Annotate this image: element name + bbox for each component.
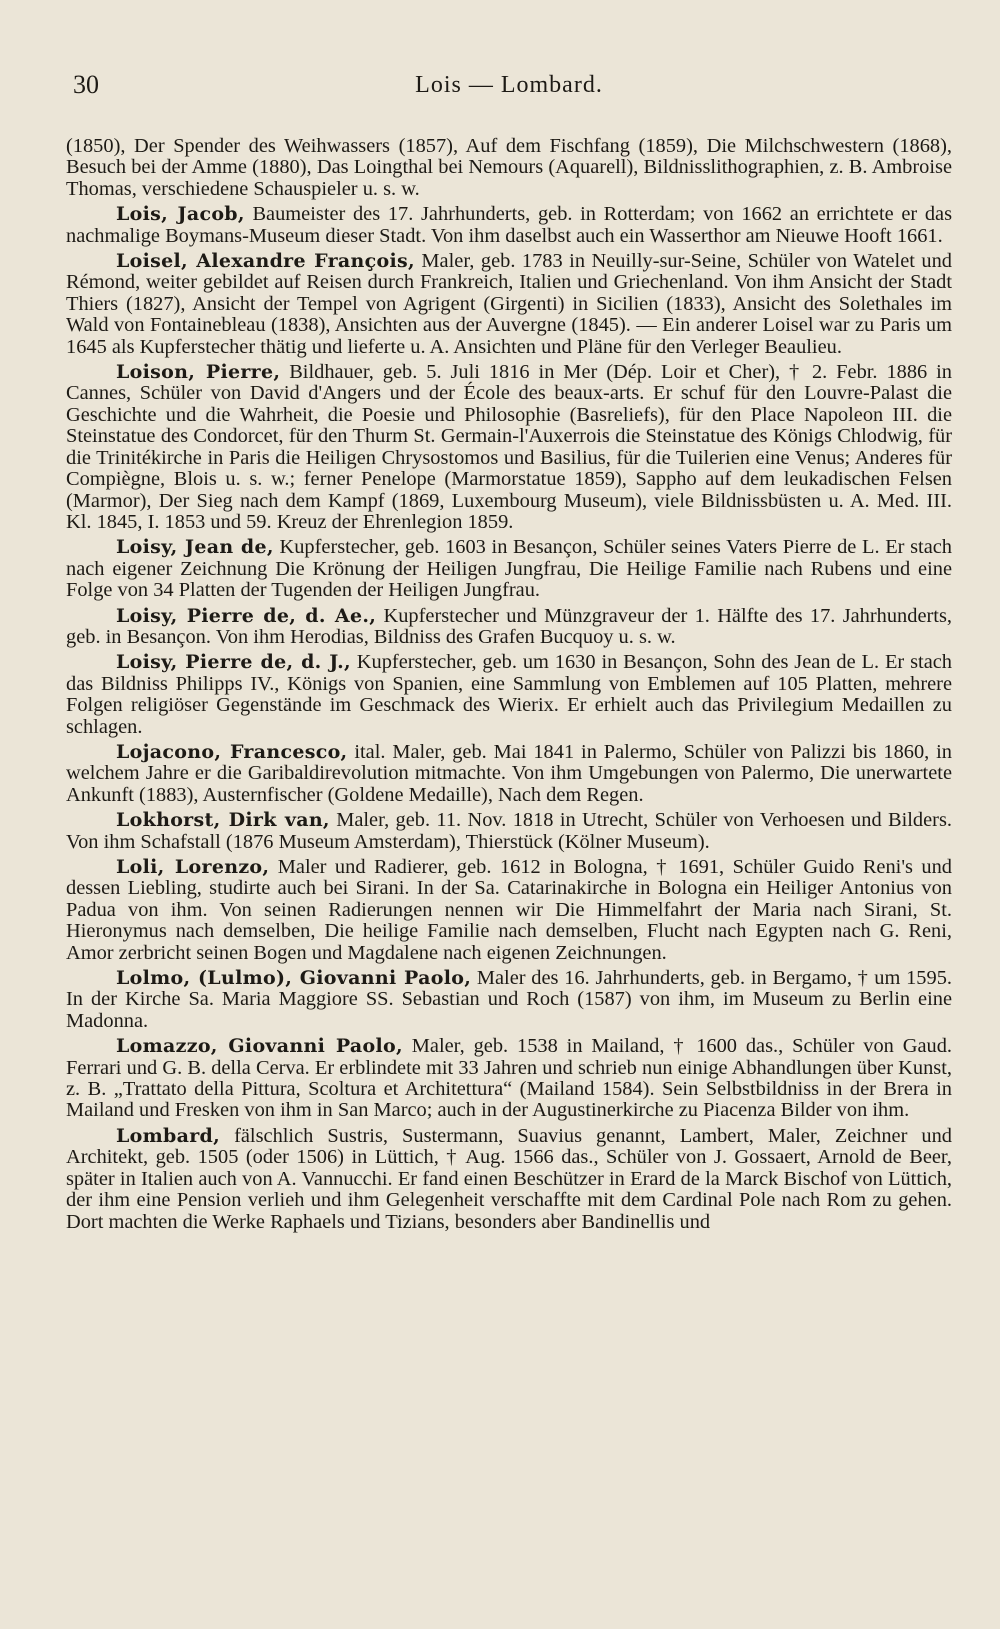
entry-lois-jacob [66,204,952,247]
entry-text: (1850), Der Spender des Weihwassers (1857), Auf dem Fischfang (1859), Die Milchschwestern (1868), Besuch bei der Amme (1880), Das Loingthal bei Nemours (Aquarell), Bildnisslithographien, z. B. Ambroise Thomas, verschiedene Schauspieler u. s. w. [66,135,952,200]
entry-loli [66,857,952,964]
entry-lombard [66,1126,952,1233]
dictionary-text [66,136,952,1233]
entry-loisy-pierre-ae [66,606,952,649]
entry-lomazzo [66,1036,952,1122]
entry-loisy-jean [66,537,952,601]
entry-text: Baumeister des 17. Jahrhunderts, geb. in Rotterdam; von 1662 an errichtete er das nachmalige Boymans-Museum dieser Stadt. Von ihm daselbst auch ein Wasserthor am Nieuwe Hooft 1661. [66,203,953,247]
entry-text: Maler, geb. 1783 in Neuilly-sur-Seine, Schüler von Watelet und Rémond, weiter gebildet auf Reisen durch Frankreich, Italien und Griechenland. Von ihm Ansicht der Stadt Thiers (1827), Ansicht der Tempel von Agrigent (Girgenti) in Sicilien (1833), Ansicht des Solethales im Wald von Fontainebleau (1838), Ansichten aus der Auvergne (1845). — Ein anderer Loisel war zu Paris um 1645 als Kupferstecher thätig und lieferte u. A. Ansichten und Pläne für den Verleger Beaulieu. [66,250,952,358]
entry-lojacono [66,742,952,806]
entry-head: Loli, Lorenzo, [116,856,270,878]
entry-loison [66,362,952,533]
entry-head: Loison, Pierre, [116,361,281,384]
entry-lokhorst [66,810,952,853]
entry-text: Kupferstecher und Münzgraveur der 1. Hälfte des 17. Jahrhunderts, geb. in Besançon. Von ihm Herodias, Bildniss des Grafen Bucquoy u. s. w. [66,604,952,648]
entry-text: Maler des 16. Jahrhunderts, geb. in Bergamo, † um 1595. In der Kirche Sa. Maria Maggiore SS. Sebastian und Roch (1587) von ihm, im Museum zu Berlin eine Madonna. [66,967,952,1032]
entry-text: fälschlich Sustris, Sustermann, Suavius genannt, Lambert, Maler, Zeichner und Architekt, geb. 1505 (oder 1506) in Lüttich, † Aug. 1566 das., Schüler von J. Gossaert, Arnold de Beer, später in Italien auch von A. Vannucchi. Er fand einen Beschützer in Erard de la Marck Bischof von Lüttich, der ihm eine Pension verlieh und ihm Gelegenheit verschaffte mit dem Cardinal Pole nach Rom zu gehen. Dort machten die Werke Raphaels und Tizians, besonders aber Bandinellis und [66,1124,952,1233]
running-head: Lois — Lombard. [415,72,603,98]
entry-head: Loisy, Jean de, [116,536,274,559]
page-header [66,70,952,110]
entry-text: Maler, geb. 1538 in Mailand, † 1600 das., Schüler von Gaud. Ferrari und G. B. della Cerva. Er erblindete mit 33 Jahren und schrieb nun einige Abhandlungen über Kunst, z. B. „Trattato della Pittura, Scoltura et Architettura“ (Mailand 1584). Sein Selbstbildniss in der Brera in Mailand und Fresken von ihm in San Marco; auch in der Augustinerkirche zu Piacenza Bilder von ihm. [66,1035,953,1122]
entry-text: Kupferstecher, geb. um 1630 in Besançon, Sohn des Jean de L. Er stach das Bildniss Philipps IV., Königs von Spanien, eine Sammlung von Emblemen auf 105 Platten, mehrere Folgen religiöser Gegenstände im Geschmack des Wierix. Er erhielt auch das Privilegium Medaillen zu schlagen. [66,651,952,738]
entry-text: ital. Maler, geb. Mai 1841 in Palermo, Schüler von Palizzi bis 1860, in welchem Jahre er die Garibaldirevolution mitmachte. Von ihm Umgebungen von Palermo, Die unerwartete Ankunft (1883), Austernfischer (Goldene Medaille), Nach dem Regen. [66,740,952,806]
entry-text: Maler, geb. 11. Nov. 1818 in Utrecht, Schüler von Verhoesen und Bilders. Von ihm Schafstall (1876 Museum Amsterdam), Thierstück (Kölner Museum). [66,809,952,853]
entry-head: Loisy, Pierre de, d. Ae., [116,604,377,627]
entry-loisel [66,251,952,358]
entry-text: Bildhauer, geb. 5. Juli 1816 in Mer (Dép. Loir et Cher), † 2. Febr. 1886 in Cannes, Schüler von David d'Angers und der École des beaux-arts. Er schuf für den Louvre-Palast die Geschichte und die Wahrheit, die Poesie und Philosophie (Basreliefs), für den Place Napoleon III. die Steinstatue des Condorcet, für den Thurm St. Germain-l'Auxerrois die Steinstatue des Königs Chlodwig, für die Trinitékirche in Paris die Heiligen Chrysostomos und Basilius, für die Tuilerien eine Venus; Anderes für Compiègne, Blois u. s. w.; ferner Penelope (Marmorstatue 1859), Sappho auf dem leukadischen Felsen (Marmor), Der Sieg nach dem Kampf (1869, Luxembourg Museum), viele Bildnissbüsten u. A. Med. III. Kl. 1845, I. 1853 und 59. Kreuz der Ehrenlegion 1859. [66,361,952,533]
entry-head: Lojacono, Francesco, [116,740,348,763]
entry-head: Lokhorst, Dirk van, [116,809,330,832]
entry-lolmo [66,968,952,1032]
entry-head: Loisy, Pierre de, d. J., [116,651,351,674]
entry-head: Lombard, [116,1124,221,1147]
entry-continuation [66,136,952,200]
entry-text: Kupferstecher, geb. 1603 in Besançon, Schüler seines Vaters Pierre de L. Er stach nach eigener Zeichnung Die Krönung der Heiligen Jungfrau, Die Heilige Familie nach Rubens und eine Folge von 34 Platten der Tugenden der Heiligen Jungfrau. [66,536,952,602]
page-number: 30 [73,70,99,99]
entry-head: Lolmo, (Lulmo), Giovanni Paolo, [116,967,472,990]
entry-head: Lomazzo, Giovanni Paolo, [116,1035,403,1058]
entry-head: Lois, Jacob, [116,203,245,226]
entry-text: Maler und Radierer, geb. 1612 in Bologna, † 1691, Schüler Guido Reni's und dessen Liebling, studirte auch bei Sirani. In der Sa. Catarinakirche in Bologna ein Heiliger Antonius von Padua von ihm. Von seinen Radierungen nennen wir Die Himmelfahrt der Maria nach Sirani, St. Hieronymus nach demselben, Die heilige Familie nach demselben, Flucht nach Egypten nach G. Reni, Amor zerbricht seinen Bogen und Magdalene nach eigenen Zeichnungen. [66,856,952,964]
entry-loisy-pierre-j [66,652,952,738]
entry-head: Loisel, Alexandre François, [116,250,415,273]
